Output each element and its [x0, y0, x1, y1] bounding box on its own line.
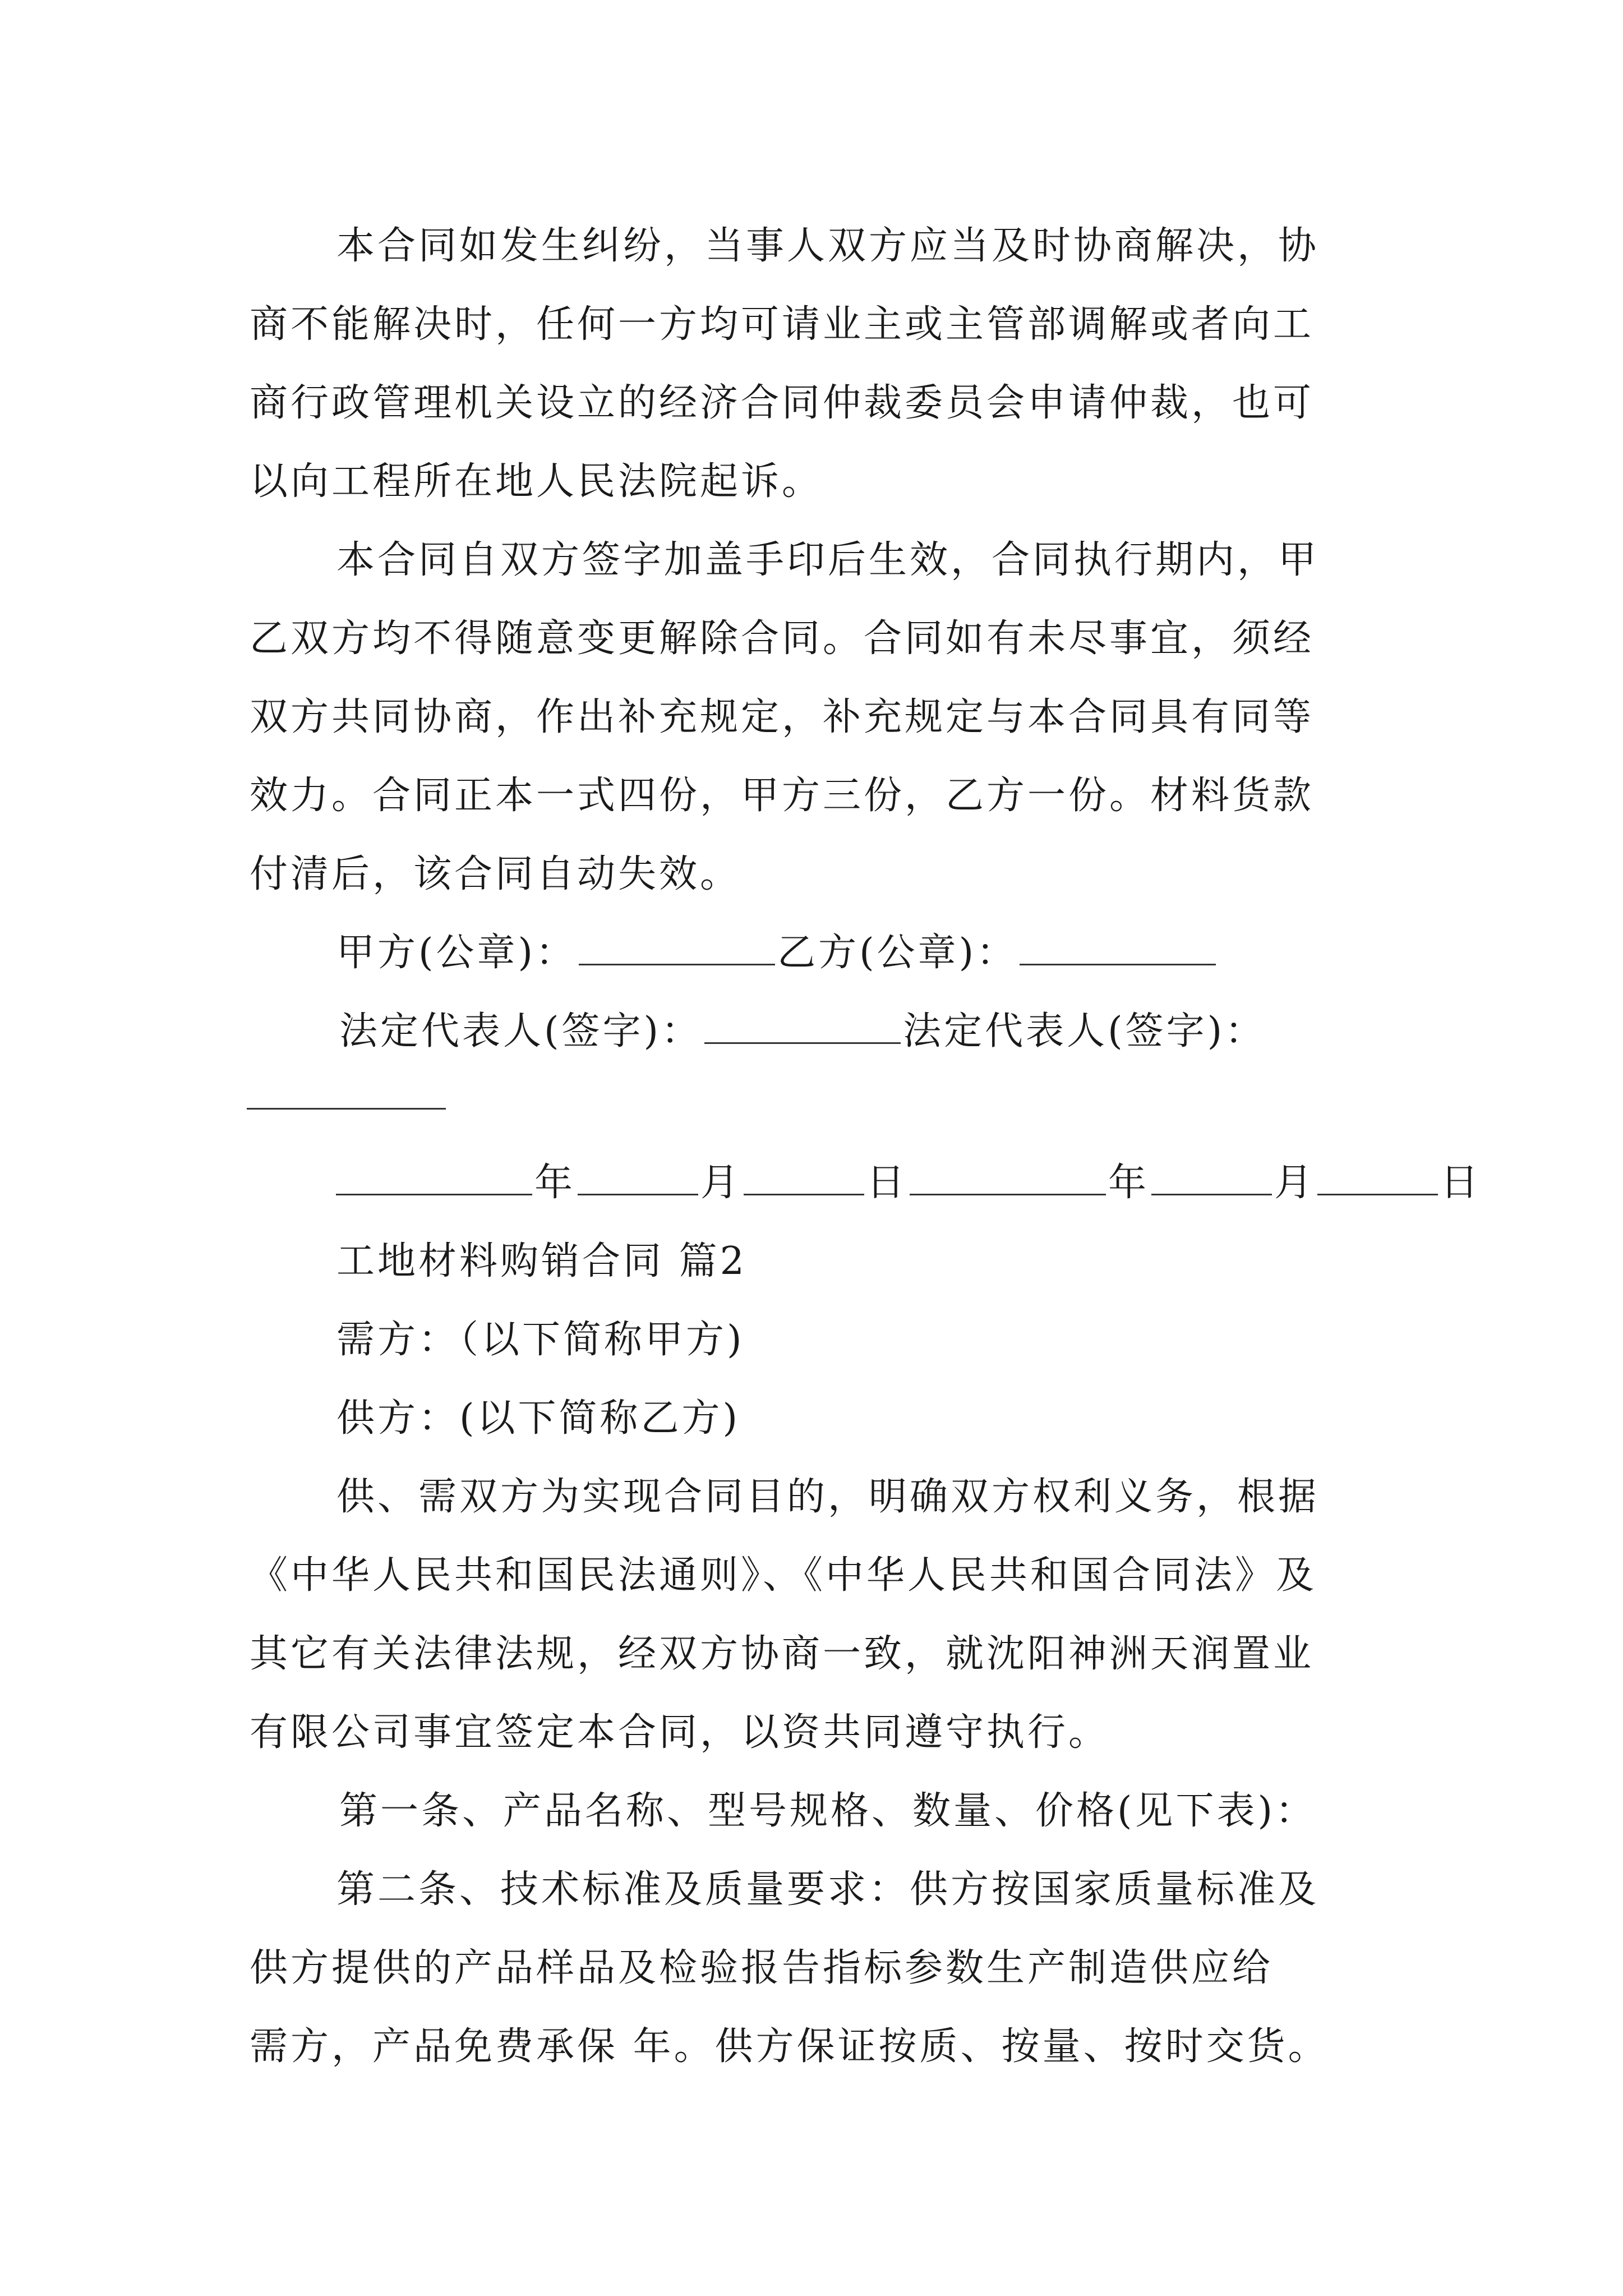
article-1: 第一条、产品名称、型号规格、数量、价格(见下表)：	[339, 1789, 1317, 1833]
seal-line	[336, 931, 1218, 975]
rep-a-label: 法定代表人(签字)：	[339, 1009, 703, 1053]
party-b-seal-label: 乙方(公章)：	[777, 931, 1018, 975]
paragraph-1-line-3: 商行政管理机关设立的经济合同仲裁委员会申请仲裁，也可	[250, 381, 1315, 425]
day-a-label: 日	[866, 1161, 908, 1205]
intro-line-3: 其它有关法律法规，经双方协商一致，就沈阳神洲天润置业	[250, 1632, 1315, 1676]
buyer-line: 需方：（以下简称甲方)	[336, 1318, 745, 1362]
article-2-line-3: 需方，产品免费承保 年。供方保证按质、按量、按时交货。	[250, 2024, 1329, 2069]
paragraph-2-line-2: 乙双方均不得随意变更解除合同。合同如有未尽事宜，须经	[250, 616, 1315, 661]
month-b-blank[interactable]	[1151, 1194, 1272, 1195]
paragraph-2-line-5: 付清后，该合同自动失效。	[250, 852, 741, 896]
paragraph-2-line-1: 本合同自双方签字加盖手印后生效，合同执行期内，甲	[336, 538, 1320, 582]
paragraph-1-line-1: 本合同如发生纠纷，当事人双方应当及时协商解决，协	[336, 224, 1320, 268]
date-line	[334, 1161, 1482, 1205]
section-title: 工地材料购销合同 篇2	[336, 1239, 747, 1283]
party-b-seal-blank[interactable]	[1020, 964, 1216, 965]
rep-b-blank[interactable]	[247, 1108, 446, 1110]
rep-a-blank[interactable]	[704, 1042, 901, 1044]
intro-line-2: 《中华人民共和国民法通则》、《中华人民共和国合同法》及	[250, 1553, 1317, 1598]
day-b-label: 日	[1440, 1161, 1482, 1205]
year-a-label: 年	[534, 1161, 576, 1205]
day-a-blank[interactable]	[744, 1194, 864, 1195]
intro-line-4: 有限公司事宜签定本合同，以资共同遵守执行。	[250, 1710, 1110, 1755]
day-b-blank[interactable]	[1317, 1194, 1438, 1195]
representative-line	[339, 1009, 1266, 1053]
year-b-blank[interactable]	[910, 1194, 1106, 1195]
supplier-line: 供方：(以下简称乙方)	[336, 1396, 741, 1441]
paragraph-1-line-2: 商不能解决时，任何一方均可请业主或主管部调解或者向工	[250, 302, 1315, 347]
party-a-seal-blank[interactable]	[579, 964, 775, 965]
year-b-label: 年	[1108, 1161, 1150, 1205]
month-b-label: 月	[1274, 1161, 1316, 1205]
paragraph-2-line-3: 双方共同协商，作出补充规定，补充规定与本合同具有同等	[250, 695, 1315, 739]
month-a-blank[interactable]	[578, 1194, 698, 1195]
party-a-seal-label: 甲方(公章)：	[336, 931, 577, 975]
article-2-line-1: 第二条、技术标准及质量要求：供方按国家质量标准及	[336, 1867, 1320, 1912]
paragraph-2-line-4: 效力。合同正本一式四份，甲方三份，乙方一份。材料货款	[250, 774, 1315, 818]
rep-b-label: 法定代表人(签字)：	[903, 1009, 1266, 1053]
year-a-blank[interactable]	[336, 1194, 532, 1195]
month-a-label: 月	[700, 1161, 742, 1205]
intro-line-1: 供、需双方为实现合同目的，明确双方权利义务，根据	[336, 1475, 1320, 1519]
paragraph-1-line-4: 以向工程所在地人民法院起诉。	[250, 459, 823, 504]
article-2-line-2: 供方提供的产品样品及检验报告指标参数生产制造供应给	[250, 1946, 1274, 1990]
